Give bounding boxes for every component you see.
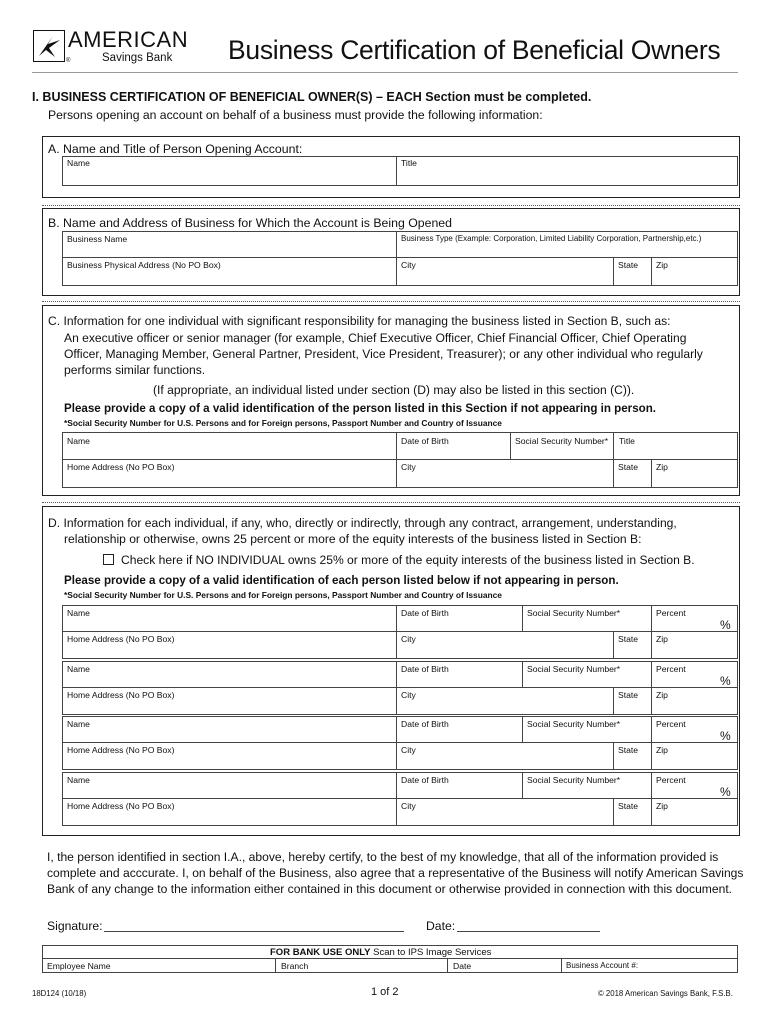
section-a-name-field[interactable] xyxy=(62,156,397,186)
form-id: 18D124 (10/18) xyxy=(32,989,87,998)
owner-state-label: State xyxy=(618,634,639,644)
owner-percent-label: Percent xyxy=(656,664,686,674)
employee-name-label: Employee Name xyxy=(47,961,111,971)
owner-name-label: Name xyxy=(67,719,90,729)
owner-city-label: City xyxy=(401,745,416,755)
owner-dob-label: Date of Birth xyxy=(401,775,449,785)
signature-label: Signature: xyxy=(47,919,103,933)
section-c-id-request: Please provide a copy of a valid identification of the person listed in this Section if not appearing in person. xyxy=(64,402,657,415)
section-a-heading: A. Name and Title of Person Opening Account: xyxy=(48,142,303,156)
owner-ssn-label: Social Security Number* xyxy=(527,608,621,618)
owner-ssn-label: Social Security Number* xyxy=(527,775,621,785)
owner-city-field[interactable] xyxy=(396,742,614,770)
certification-line1: I, the person identified in section I.A., above, hereby certify, to the best of my knowledge, that all of the information provided is xyxy=(47,850,719,864)
section-c-title-label: Title xyxy=(619,436,635,446)
separator xyxy=(42,205,740,206)
owner-city-field[interactable] xyxy=(396,798,614,826)
certification-line2: complete and acccurate. I, on behalf of the Business, also agree that a representative of the Business will notify American Savings xyxy=(47,866,744,880)
bank-use-heading-rest: Scan to IPS Image Services xyxy=(370,947,492,958)
date-label: Date: xyxy=(426,919,456,933)
section-c-name-field[interactable] xyxy=(62,432,397,460)
owner-percent-label: Percent xyxy=(656,775,686,785)
certification-line3: Bank of any change to the information either contained in this document or otherwise provided in connection with this document. xyxy=(47,882,733,896)
section-d-line2: relationship or otherwise, owns 25 percent or more of the equity interests of the business listed in Section B: xyxy=(64,532,642,546)
section-c-line4: performs similar functions. xyxy=(64,363,206,377)
date-field[interactable] xyxy=(457,931,600,932)
bank-use-divider xyxy=(42,958,738,959)
separator xyxy=(42,301,740,302)
page-number: 1 of 2 xyxy=(371,986,399,998)
owner-zip-label: Zip xyxy=(656,801,668,811)
owner-state-label: State xyxy=(618,745,639,755)
business-state-label: State xyxy=(618,260,639,270)
section-c-address-label: Home Address (No PO Box) xyxy=(67,462,175,472)
section-d-id-request: Please provide a copy of a valid identification of each person listed below if not appearing in person. xyxy=(64,574,619,587)
owner-name-field[interactable] xyxy=(62,661,397,688)
section-c-dob-label: Date of Birth xyxy=(401,436,449,446)
document-title: Business Certification of Beneficial Owners xyxy=(228,35,721,65)
section-d-ssn-note: *Social Security Number for U.S. Persons and for Foreign persons, Passport Number and Country of Issuance xyxy=(64,590,502,600)
owner-name-field[interactable] xyxy=(62,772,397,799)
owner-city-label: City xyxy=(401,634,416,644)
logo-star-icon xyxy=(33,30,65,62)
section-c-line1: C. Information for one individual with significant responsibility for managing the business listed in Section B, such as: xyxy=(48,314,671,328)
owner-state-label: State xyxy=(618,690,639,700)
owner-dob-label: Date of Birth xyxy=(401,719,449,729)
bank-use-col2 xyxy=(447,958,448,973)
section-heading: I. BUSINESS CERTIFICATION OF BENEFICIAL OWNER(S) – EACH Section must be completed. xyxy=(32,90,592,104)
section-c-city-label: City xyxy=(401,462,416,472)
certification-text xyxy=(47,849,747,897)
owner-city-field[interactable] xyxy=(396,631,614,659)
owner-dob-label: Date of Birth xyxy=(401,608,449,618)
owner-percent-label: Percent xyxy=(656,608,686,618)
logo-name: AMERICAN xyxy=(68,27,189,52)
owner-name-label: Name xyxy=(67,775,90,785)
owner-percent-sign: % xyxy=(720,618,731,632)
bank-date-label: Date xyxy=(453,961,472,971)
business-zip-label: Zip xyxy=(656,260,668,270)
owner-name-label: Name xyxy=(67,664,90,674)
section-c-ssn-note: *Social Security Number for U.S. Persons and for Foreign persons, Passport Number and Country of Issuance xyxy=(64,418,502,428)
copyright: © 2018 American Savings Bank, F.S.B. xyxy=(598,989,733,998)
owner-address-label: Home Address (No PO Box) xyxy=(67,634,175,644)
owner-percent-sign: % xyxy=(720,729,731,743)
owner-zip-label: Zip xyxy=(656,745,668,755)
section-b-heading: B. Name and Address of Business for Which the Account is Being Opened xyxy=(48,216,452,230)
branch-label: Branch xyxy=(281,961,309,971)
owner-dob-label: Date of Birth xyxy=(401,664,449,674)
no-individual-checkbox[interactable] xyxy=(103,554,114,565)
section-d-line1: D. Information for each individual, if any, who, directly or indirectly, through any contract, arrangement, understanding, xyxy=(48,516,677,530)
owner-ssn-label: Social Security Number* xyxy=(527,664,621,674)
owner-percent-sign: % xyxy=(720,674,731,688)
owner-ssn-label: Social Security Number* xyxy=(527,719,621,729)
section-c-zip-label: Zip xyxy=(656,462,668,472)
owner-name-field[interactable] xyxy=(62,716,397,743)
section-c-line3: Officer, Managing Member, General Partner, President, Vice President, Treasurer); or any other individual who regularly xyxy=(64,347,703,361)
signature-field[interactable] xyxy=(104,931,404,932)
owner-address-label: Home Address (No PO Box) xyxy=(67,745,175,755)
section-c-state-label: State xyxy=(618,462,639,472)
business-address-label: Business Physical Address (No PO Box) xyxy=(67,260,221,270)
owner-city-label: City xyxy=(401,801,416,811)
owner-state-label: State xyxy=(618,801,639,811)
owner-name-label: Name xyxy=(67,608,90,618)
business-city-field[interactable] xyxy=(396,257,614,286)
business-type-label: Business Type (Example: Corporation, Limited Liability Corporation, Partnership,etc.) xyxy=(401,234,702,243)
section-intro: Persons opening an account on behalf of a business must provide the following information: xyxy=(48,108,543,122)
business-account-label: Business Account #: xyxy=(566,961,639,970)
section-c-note: (If appropriate, an individual listed under section (D) may also be listed in this section (C)). xyxy=(153,383,635,397)
section-a-title-field[interactable] xyxy=(396,156,738,186)
section-a-name-label: Name xyxy=(67,158,90,168)
section-a-title-label: Title xyxy=(401,158,417,168)
owner-city-field[interactable] xyxy=(396,687,614,715)
business-city-label: City xyxy=(401,260,416,270)
owner-address-label: Home Address (No PO Box) xyxy=(67,690,175,700)
owner-percent-sign: % xyxy=(720,785,731,799)
section-c-ssn-label: Social Security Number* xyxy=(515,436,609,446)
bank-use-col3 xyxy=(561,958,562,973)
section-c-line2: An executive officer or senior manager (for example, Chief Executive Officer, Chief Financial Officer, Chief Operating xyxy=(64,331,687,345)
business-name-label: Business Name xyxy=(67,234,128,244)
bank-use-heading-bold: FOR BANK USE ONLY xyxy=(270,947,371,958)
logo-subtitle: Savings Bank xyxy=(102,52,173,64)
owner-city-label: City xyxy=(401,690,416,700)
section-c-name-label: Name xyxy=(67,436,90,446)
section-c-city-field[interactable] xyxy=(396,459,614,488)
owner-zip-label: Zip xyxy=(656,690,668,700)
title-divider xyxy=(32,72,738,73)
owner-name-field[interactable] xyxy=(62,605,397,632)
separator xyxy=(42,502,740,503)
owner-percent-label: Percent xyxy=(656,719,686,729)
no-individual-label: Check here if NO INDIVIDUAL owns 25% or more of the equity interests of the business listed in Section B. xyxy=(121,553,695,567)
bank-use-heading xyxy=(270,947,491,958)
registered-mark: ® xyxy=(66,58,71,64)
owner-address-label: Home Address (No PO Box) xyxy=(67,801,175,811)
owner-zip-label: Zip xyxy=(656,634,668,644)
bank-use-col1 xyxy=(275,958,276,973)
